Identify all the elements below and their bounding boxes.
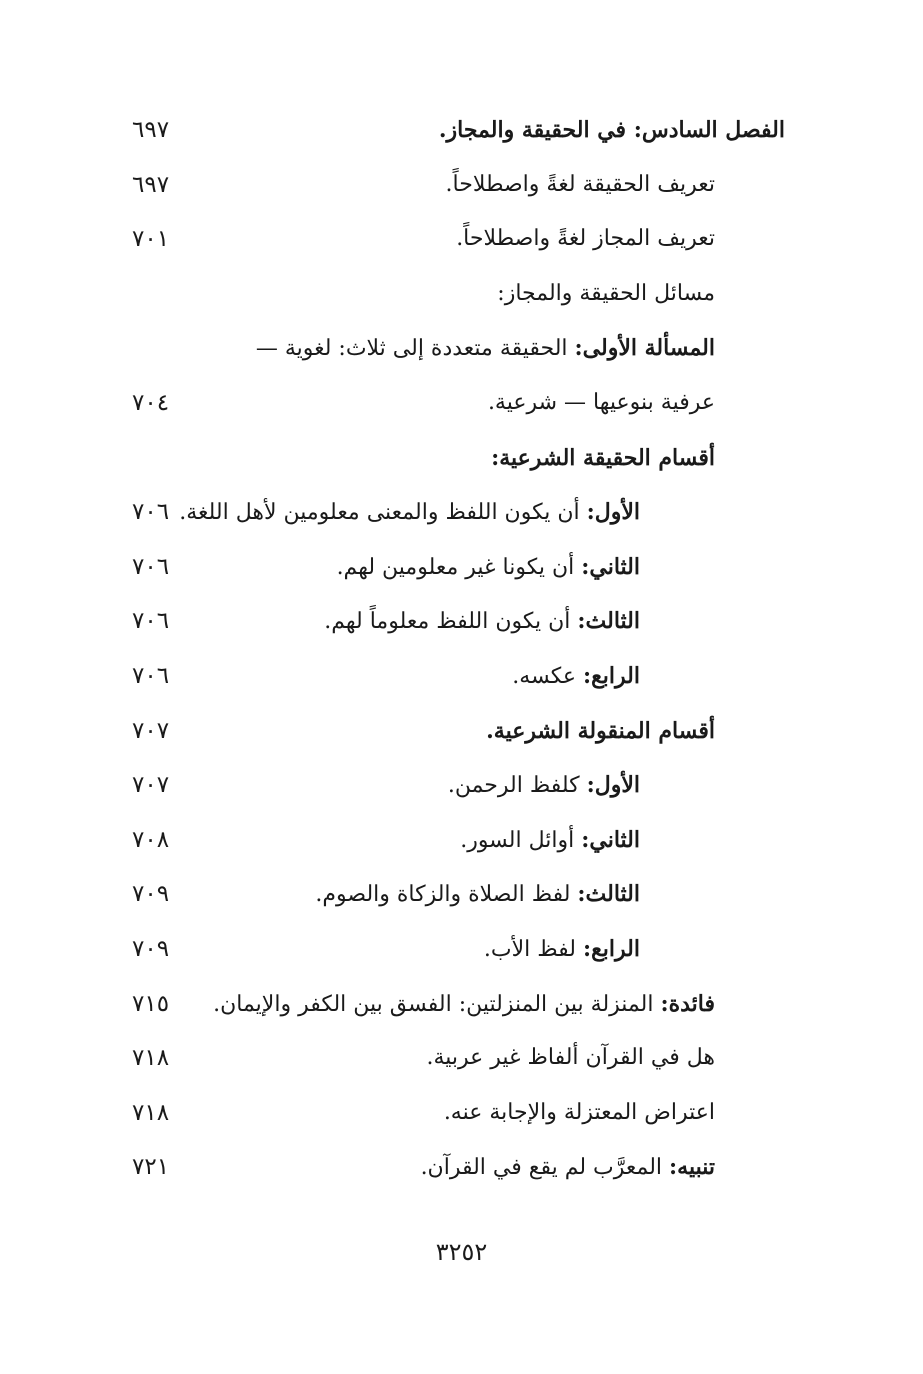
toc-entry: [90, 219, 790, 259]
toc-entry-text: اعتراض المعتزلة والإجابة عنه.: [443, 1100, 715, 1125]
toc-entry: [90, 492, 790, 532]
toc-entry-text: مسائل الحقيقة والمجاز:: [497, 281, 715, 306]
toc-entry-lead: الأول:: [586, 499, 640, 525]
toc-entry-title: [491, 438, 715, 478]
toc-entry-title: [488, 383, 715, 423]
toc-entry-title: [512, 656, 640, 697]
toc-entry-page: ٦٩٧: [132, 172, 170, 198]
toc-entry-page: ٧٢١: [132, 1154, 170, 1180]
toc-entry-text: أن يكون اللفظ معلوماً لهم.: [324, 609, 578, 634]
toc-entry-lead: الرابع:: [582, 663, 640, 689]
toc-entry-page: ٧٠٦: [132, 663, 170, 689]
toc-entry: [90, 929, 790, 969]
toc-entry-lead: فائدة:: [660, 991, 715, 1017]
toc-entry-page: ٧٠٦: [132, 554, 170, 580]
toc-entry-text: تعريف الحقيقة لغةً واصطلاحاً.: [445, 172, 715, 197]
toc-entry-title: [448, 765, 640, 806]
toc-entry-title: [426, 1038, 715, 1078]
toc-entry-title: [337, 547, 640, 588]
toc-entry-text: أوائل السور.: [460, 828, 582, 853]
toc-entry: [90, 984, 790, 1024]
toc-entry-title: [179, 492, 640, 533]
toc-entry: [90, 547, 790, 587]
toc-entry: [90, 110, 790, 150]
toc-entry-text: تعريف المجاز لغةً واصطلاحاً.: [456, 226, 715, 251]
toc-entry-text: هل في القرآن ألفاظ غير عربية.: [426, 1045, 715, 1070]
toc-entry: [90, 1147, 790, 1187]
toc-entry-title: [439, 110, 785, 150]
toc-entry-text: لفظ الصلاة والزكاة والصوم.: [315, 882, 578, 907]
toc-entry: [90, 274, 790, 314]
toc-entry: [90, 820, 790, 860]
toc-entry-title: [444, 1093, 715, 1133]
toc-entry-text: المعرَّب لم يقع في القرآن.: [420, 1155, 670, 1180]
toc-entry-page: ٧١٨: [132, 1045, 170, 1071]
toc-entry: [90, 165, 790, 205]
toc-entry-lead: الثالث:: [577, 608, 640, 634]
toc-entry-page: ٧٠٧: [132, 718, 170, 744]
toc-entry-title: [486, 711, 715, 751]
toc-entry-page: ٧٠٦: [132, 608, 170, 634]
toc-entry-lead: الثاني:: [581, 554, 640, 580]
toc-entry-title: [324, 601, 640, 642]
toc-entry-text: لفظ الأب.: [483, 937, 583, 962]
toc-entry-text: المنزلة بين المنزلتين: الفسق بين الكفر والإيمان.: [213, 992, 661, 1017]
toc-entry-text: أقسام المنقولة الشرعية.: [486, 718, 715, 744]
toc-entry-page: ٦٩٧: [132, 117, 170, 143]
toc-entry-page: ٧١٥: [132, 991, 170, 1017]
toc-entry-page: ٧٠٩: [132, 881, 170, 907]
toc-entry-title: [315, 874, 640, 915]
toc-entry-title: [421, 1147, 715, 1188]
toc-entry: [90, 1093, 790, 1133]
toc-entry: [90, 438, 790, 478]
toc-entry-title: [256, 328, 715, 369]
toc-entry-page: ٧٠٨: [132, 827, 170, 853]
toc-entry-lead: المسألة الأولى:: [574, 335, 715, 361]
toc-entry-page: ٧٠٤: [132, 390, 170, 416]
toc-entry-title: [446, 165, 715, 205]
toc-entry-text: أقسام الحقيقة الشرعية:: [491, 445, 715, 471]
toc-entry-page: ٧٠٧: [132, 772, 170, 798]
toc-entry-page: ٧٠٩: [132, 936, 170, 962]
toc-entry-title: [497, 274, 715, 314]
toc-entry-text: عكسه.: [512, 664, 583, 689]
toc-entry-page: ٧١٨: [132, 1100, 170, 1126]
toc-entry: [90, 656, 790, 696]
toc-entry-lead: الثاني:: [581, 827, 640, 853]
toc-entry-text: أن يكونا غير معلومين لهم.: [336, 555, 582, 580]
toc-entry-lead: الأول:: [586, 772, 640, 798]
toc-entry: [90, 383, 790, 423]
toc-entry: [90, 328, 790, 368]
toc-entry-title: [460, 820, 640, 861]
toc-entry-lead: تنبيه:: [669, 1154, 715, 1180]
toc-entry-page: ٧٠١: [132, 226, 170, 252]
toc-entry-title: [213, 984, 715, 1025]
toc-entry-page: ٧٠٦: [132, 499, 170, 525]
toc-entry-lead: الرابع:: [582, 936, 640, 962]
toc-entry: [90, 601, 790, 641]
toc-entry-text: عرفية بنوعيها — شرعية.: [487, 390, 715, 415]
toc-entry-text: كلفظ الرحمن.: [447, 773, 587, 798]
toc-entry-lead: الثالث:: [577, 881, 640, 907]
page-number: ٣٢٥٢: [435, 1238, 488, 1266]
toc-entry-text: الحقيقة متعددة إلى ثلاث: لغوية —: [255, 336, 575, 361]
toc-entry-text: الفصل السادس: في الحقيقة والمجاز.: [438, 117, 785, 143]
toc-entry: [90, 765, 790, 805]
toc-entry: [90, 1038, 790, 1078]
toc-entry: [90, 874, 790, 914]
toc-entry-title: [456, 219, 715, 259]
toc-entry: [90, 711, 790, 751]
toc-entry-text: أن يكون اللفظ والمعنى معلومين لأهل اللغة.: [179, 500, 587, 525]
toc-entry-title: [484, 929, 640, 970]
